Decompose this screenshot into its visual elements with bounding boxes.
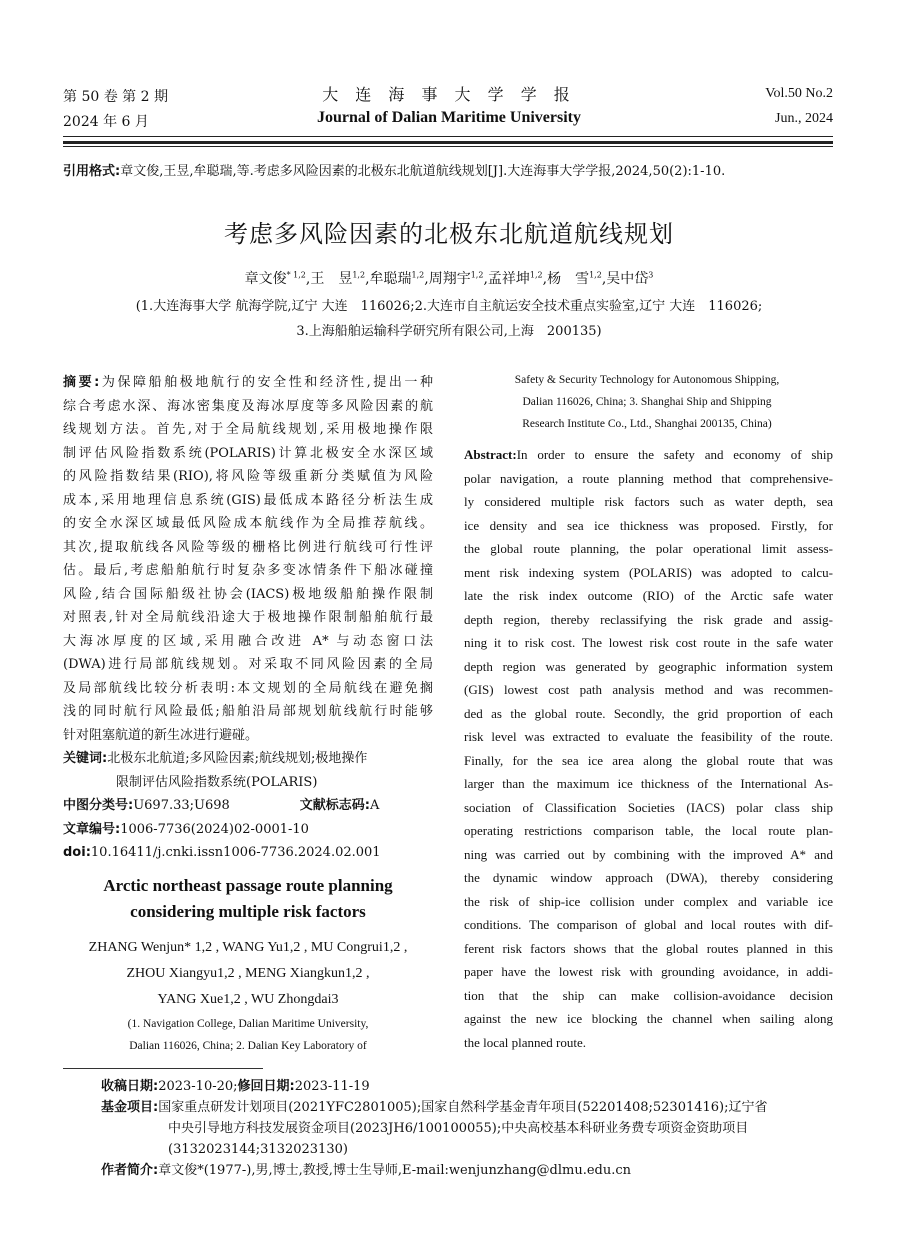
author: 周翔宇 xyxy=(428,271,471,287)
doi: doi:10.16411/j.cnki.issn1006-7736.2024.02.001 xyxy=(63,845,381,860)
header-rule-thin xyxy=(63,136,833,137)
abstract-en-line: risk level was extracted to evaluate the feasibility of the route. xyxy=(464,729,833,744)
abstract-cn-line: 浅的同时航行风险最低;船舶沿局部规划航线航行时能够 xyxy=(63,704,433,719)
abstract-en-line: ferent risk factors shows that the global routes planned in this xyxy=(464,940,833,956)
abstract-en-line: the risk of ship-ice collision under complex and variable ice xyxy=(464,893,833,909)
author: 王 昱 xyxy=(310,271,353,287)
footnote xyxy=(101,1076,836,1181)
abstract-cn-line: 线规划方法。首先,对于全局航线规划,采用极地操作限 xyxy=(63,422,433,437)
date-cn: 2024 年 6 月 xyxy=(63,114,149,130)
abstract-cn-line: 综合考虑水深、海冰密集度及海冰厚度等多风险因素的航 xyxy=(63,398,433,414)
abstract-en-line: (GIS) lowest cost path analysis method and was recommen- xyxy=(464,682,833,697)
abstract-en-line: ice density and sea ice thickness was proposed. Firstly, for xyxy=(464,517,833,533)
author-bio: 作者简介:章文俊*(1977-),男,博士,教授,博士生导师,E-mail:wenjunzhang@dlmu.edu.cn xyxy=(101,1163,632,1178)
abstract-cn-line: 及局部航线比较分析表明:本文规划的全局航线在避免搁 xyxy=(63,680,433,696)
affiliation-en-part2: Safety & Security Technology for Autonomous Shipping, Dalian 116026, China; 3. Shanghai Ship and Shipping Research Institute Co., Ltd., Shanghai 200135, China) xyxy=(514,374,780,430)
abstract-en-line: tion that the ship can make collision-avoidance decision xyxy=(464,987,833,1003)
abstract-cn-line: 制评估风险指数系统(POLARIS)计算北极安全水深区域 xyxy=(63,445,433,461)
header-rule-thick xyxy=(63,141,833,144)
volume-issue-en: Vol.50 No.2 xyxy=(765,86,833,101)
abstract-en-line: sociation of Classification Societies (IACS) polar class ship xyxy=(464,799,833,815)
abstract-cn-line: 成本,采用地理信息系统(GIS)最低成本路径分析法生成 xyxy=(63,492,433,508)
abstract-cn-line: 的安全水深区域最低风险成本航线作为全局推荐航线。 xyxy=(63,516,433,531)
authors-cn: 章文俊$^{* 1,2}$,王 昱$^{1,2}$,牟聪瑞$^{1,2}$,周翔宇$^{1,2}$,孟祥坤$^{1,2}$,杨 雪$^{1,2}$,吴中岱$^3$ xyxy=(244,270,654,287)
received-date: 收稿日期:2023-10-20;修回日期:2023-11-19 xyxy=(101,1079,370,1094)
abstract-en-line: Abstract:In order to ensure the safety and economy of ship xyxy=(464,447,833,462)
abstract-en-line: ning it to risk cost. The lowest risk cost route in the safe water xyxy=(464,635,833,650)
abstract-en-line: against the new ice blocking the channel when sailing along xyxy=(464,1011,833,1026)
author: 牟聪瑞 xyxy=(369,271,412,287)
date-en: Jun., 2024 xyxy=(775,111,833,126)
abstract-cn-line: 摘要:为保障船舶极地航行的安全性和经济性,提出一种 xyxy=(63,375,433,390)
journal-name-en: Journal of Dalian Maritime University xyxy=(317,109,581,126)
keywords-line2: 限制评估风险指数系统(POLARIS) xyxy=(116,774,318,790)
article-number: 文章编号:1006-7736(2024)02-0001-10 xyxy=(63,821,309,837)
author: 孟祥坤 xyxy=(487,271,530,287)
abstract-cn-line: (DWA)进行局部航线规划。对采取不同风险因素的全局 xyxy=(63,657,433,672)
abstract-cn-line: 大海冰厚度的区域,采用融合改进 A* 与动态窗口法 xyxy=(63,633,433,649)
abstract-en-line: larger than the maximum ice thickness of the International As- xyxy=(464,776,833,791)
fund-projects: 基金项目:国家重点研发计划项目(2021YFC2801005);国家自然科学基金青年项目(52201408;52301416);辽宁省 xyxy=(101,1100,768,1115)
header-rule-bottom xyxy=(63,146,833,147)
author: 吴中岱 xyxy=(606,271,649,287)
citation-text: 章文俊,王昱,牟聪瑞,等.考虑多风险因素的北极东北航道航线规划[J].大连海事大学学报,2024,50(2):1-10. xyxy=(120,164,726,179)
abstract-en-line: depth region was generated by geographic information system xyxy=(464,658,833,674)
abstract-en-line: late the risk index outcome (RIO) of the Arctic safe water xyxy=(464,588,833,603)
footnote-rule xyxy=(63,1068,263,1069)
citation-label: 引用格式: xyxy=(63,164,121,179)
paper-title-en: Arctic northeast passage route planning considering multiple risk factors xyxy=(103,876,393,921)
paper-title-cn: 考虑多风险因素的北极东北航道航线规划 xyxy=(224,220,674,248)
abstract-cn xyxy=(63,371,433,865)
abstract-en-line: Finally, for the sea ice area along the global route that was xyxy=(464,752,833,768)
abstract-cn-line: 针对阻塞航道的新生冰进行避碰。 xyxy=(63,727,259,743)
abstract-cn-line: 风险,结合国际船级社协会(IACS)极地级船舶操作限制 xyxy=(63,586,433,602)
authors-en: ZHANG Wenjun* 1,2 , WANG Yu1,2 , MU Congrui1,2 , ZHOU Xiangyu1,2 , MENG Xiangkun1,2 , YANG Xue1,2 , WU Zhongdai3 xyxy=(88,940,408,1007)
volume-issue-cn: 第 50 卷 第 2 期 xyxy=(63,89,168,105)
affiliation-cn-line1: (1.大连海事大学 航海学院,辽宁 大连 116026;2.大连市自主航运安全技术重点实验室,辽宁 大连 116026; xyxy=(135,299,763,314)
abstract-en-line: the dynamic window approach (DWA), thereby considering xyxy=(464,870,833,885)
abstract-en xyxy=(464,443,833,1054)
abstract-en-line: ment risk indexing system (POLARIS) was adopted to calcu- xyxy=(464,564,833,580)
abstract-en-line: paper have the lowest risk with grounding avoidance, in addi- xyxy=(464,964,833,979)
abstract-en-line: the local planned route. xyxy=(464,1034,587,1050)
keywords: 关键词:北极东北航道;多风险因素;航线规划;极地操作 xyxy=(63,751,368,766)
author: 杨 雪 xyxy=(547,271,590,287)
author: 章文俊 xyxy=(244,271,287,287)
affiliation-en-part1: (1. Navigation College, Dalian Maritime University, Dalian 116026, China; 2. Dalian Key Laboratory of xyxy=(127,1018,369,1052)
abstract-cn-line: 其次,提取航线各风险等级的栅格比例进行航线可行性评 xyxy=(63,539,433,555)
citation xyxy=(63,160,725,179)
abstract-cn-line: 估。最后,考虑船舶航行时复杂多变冰情条件下船冰碰撞 xyxy=(63,563,433,578)
abstract-en-line: polar navigation, a route planning method that comprehensive- xyxy=(464,470,833,486)
affiliation-cn-line2: 3.上海船舶运输科学研究所有限公司,上海 200135) xyxy=(296,324,602,339)
abstract-en-line: the global route planning, the polar operational limit assess- xyxy=(464,541,833,556)
abstract-en-line: conditions. The comparison of global and local routes with dif- xyxy=(464,917,833,932)
abstract-en-line: ded as the global route. Secondly, the grid proportion of each xyxy=(464,705,833,721)
clc-number: 中图分类号:U697.33;U698 文献标志码:A xyxy=(63,798,380,813)
abstract-en-line: ly considered multiple risk factors such as water depth, sea xyxy=(464,494,833,509)
abstract-cn-line: 对照表,针对全局航线沿途大于极地操作限制船舶航行最 xyxy=(63,610,433,625)
abstract-en-line: operating restrictions comparison table, the local route plan- xyxy=(464,823,833,838)
abstract-en-line: depth region, thereby reclassifying the risk grade and assig- xyxy=(464,611,833,627)
abstract-en-line: ning was carried out by combining with the improved A* and xyxy=(464,846,833,862)
fund-line2: 中央引导地方科技发展资金项目(2023JH6/100100055);中央高校基本科研业务费专项资金资助项目 xyxy=(168,1121,749,1136)
fund-line3: (3132023144;3132023130) xyxy=(168,1142,348,1157)
journal-name-cn: 大 连 海 事 大 学 学 报 xyxy=(322,85,576,104)
abstract-cn-line: 的风险指数结果(RIO),将风险等级重新分类赋值为风险 xyxy=(63,469,433,484)
